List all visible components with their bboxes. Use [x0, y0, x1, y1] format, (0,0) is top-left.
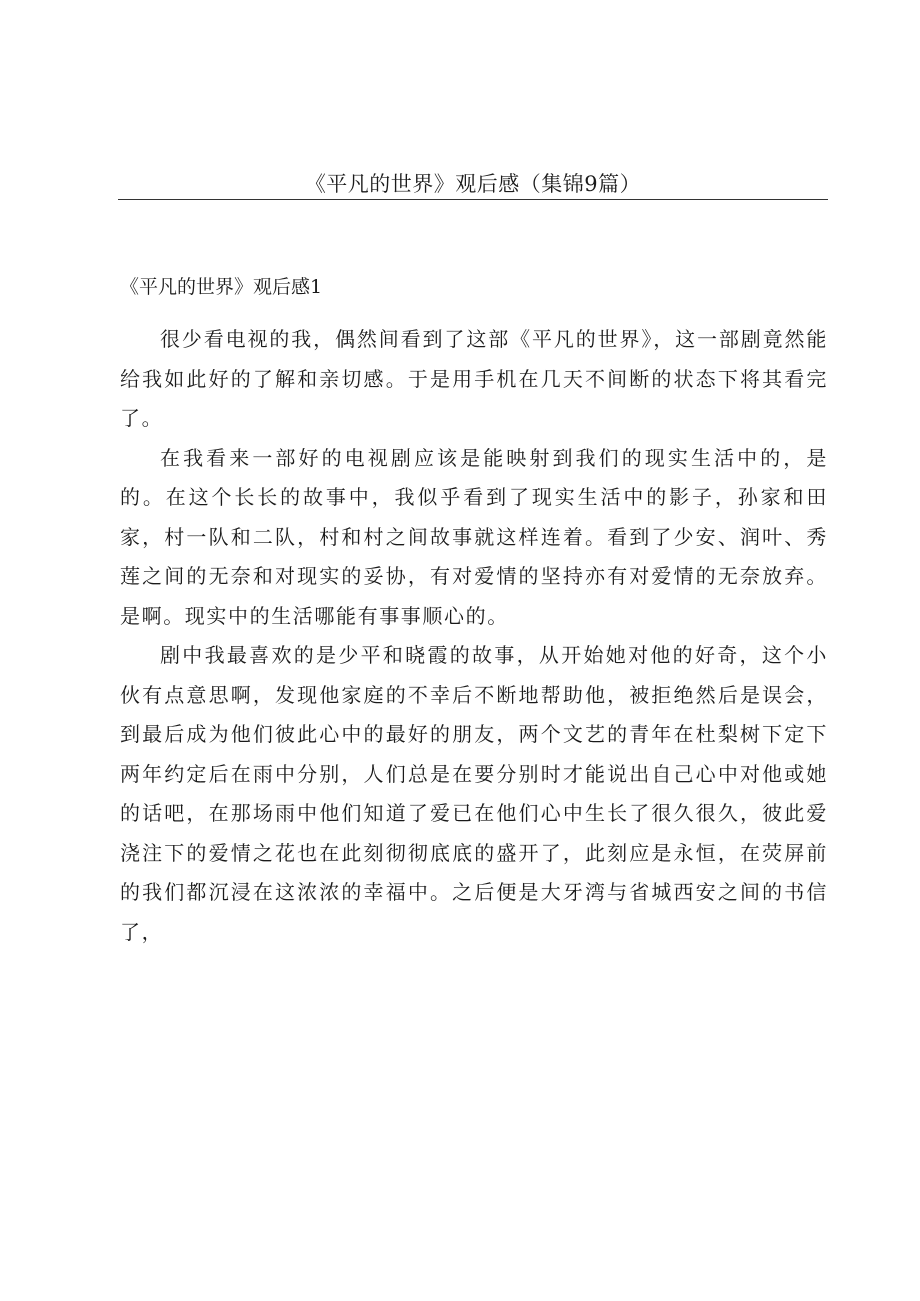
title-divider	[118, 199, 828, 200]
paragraph-2: 在我看来一部好的电视剧应该是能映射到我们的现实生活中的，是的。在这个长长的故事中，我似乎看到了现实生活中的影子，孙家和田家，村一队和二队，村和村之间故事就这样连着。看到了少安、润叶、秀莲之间的无奈和对现实的妥协，有对爱情的坚持亦有对爱情的无奈放弃。是啊。现实中的生活哪能有事事顺心的。	[120, 445, 828, 628]
paragraph-1: 很少看电视的我，偶然间看到了这部《平凡的世界》，这一部剧竟然能给我如此好的了解和亲切感。于是用手机在几天不间断的状态下将其看完了。	[120, 327, 828, 430]
paragraph-3: 剧中我最喜欢的是少平和晓霞的故事，从开始她对他的好奇，这个小伙有点意思啊，发现他家庭的不幸后不断地帮助他，被拒绝然后是误会，到最后成为他们彼此心中的最好的朋友，两个文艺的青年在杜梨树下定下两年约定后在雨中分别，人们总是在要分别时才能说出自己心中对他或她的话吧，在那场雨中他们知道了爱已在他们心中生长了很久很久，彼此爱浇注下的爱情之花也在此刻彻彻底底的盛开了，此刻应是永恒，在荧屏前的我们都沉浸在这浓浓的幸福中。之后便是大牙湾与省城西安之间的书信了，	[120, 643, 828, 944]
document-title: 《平凡的世界》观后感（集锦9篇）	[304, 172, 642, 196]
section-heading: 《平凡的世界》观后感1	[120, 276, 323, 298]
document-body	[120, 320, 828, 952]
